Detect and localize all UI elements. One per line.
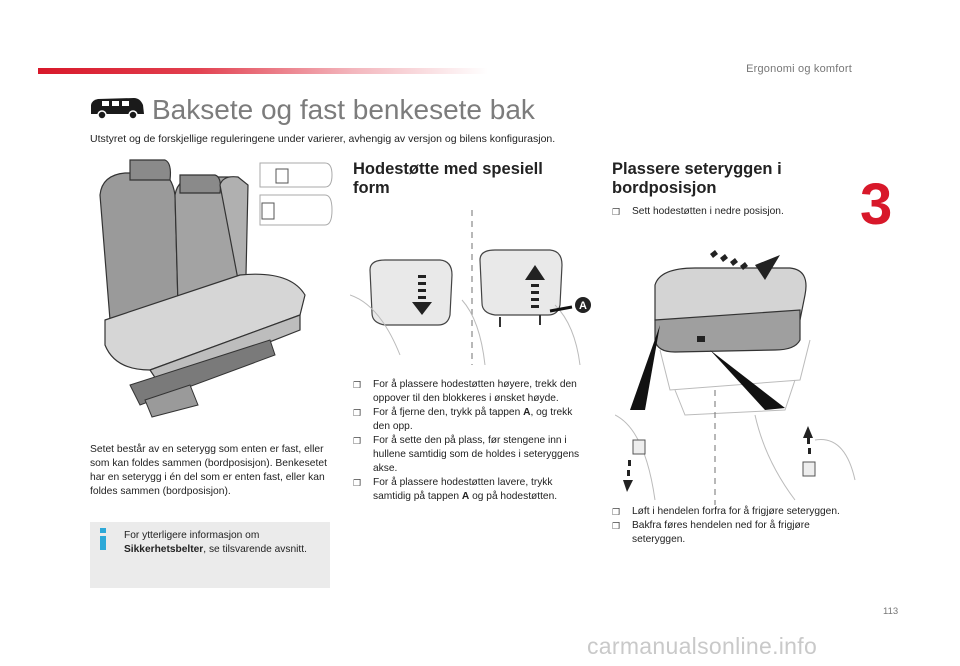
bench-seat-illustration <box>90 155 335 430</box>
bullet-mark: ❒ <box>612 507 621 517</box>
headrest-heading: Hodestøtte med spesiell form <box>353 160 543 197</box>
bullet-mark: ❒ <box>612 521 621 531</box>
list-item: ❒ Sett hodestøtten i nedre posisjon. <box>612 206 784 217</box>
bullet-mark: ❒ <box>612 207 621 217</box>
list-item: ❒ For å plassere hodestøtten høyere, trekk den oppover til den blokkeres i ønsket høyde. <box>353 379 577 404</box>
table-position-intro <box>612 205 842 219</box>
info-link-text: Sikkerhetsbelter <box>124 544 204 555</box>
page-number: 113 <box>883 606 899 617</box>
chapter-number: 3 <box>860 172 893 237</box>
intro-text: Utstyret og de forskjellige reguleringene under varierer, avhengig av versjon og bilens konfigurasjon. <box>90 133 556 145</box>
info-icon <box>98 528 108 550</box>
list-item: ❒ For å fjerne den, trykk på tappen A, og trekk den opp. <box>353 407 573 432</box>
table-position-heading: Plassere seteryggen i bordposisjon <box>612 160 782 197</box>
header-accent-bar <box>38 68 488 74</box>
list-item: ❒ For å sette den på plass, før stengene inn i hullene samtidig som de holdes i seteryggens akse. <box>353 435 580 474</box>
headrest-illustration <box>350 205 595 365</box>
folded-seat-illustration <box>615 240 860 505</box>
table-position-instructions <box>612 505 852 547</box>
page-title: Baksete og fast benkesete bak <box>152 94 535 125</box>
callout-a-label: A <box>579 300 587 312</box>
chapter-label: Ergonomi og komfort <box>746 63 852 75</box>
list-item: ❒ Løft i hendelen forfra for å frigjøre seteryggen. <box>612 506 840 517</box>
bullet-mark: ❒ <box>353 380 362 390</box>
seat-description: Setet består av en seterygg som enten er fast, eller som kan foldes sammen (bordposisjon). Benkesetet har en seterygg i én del som er enten fast, eller kan foldes sammen (bordposisjon). <box>90 444 327 497</box>
watermark: carmanualsonline.info <box>587 633 818 659</box>
list-item: ❒ For å plassere hodestøtten lavere, trykk samtidig på tappen A og på hodestøtten. <box>353 477 558 502</box>
headrest-instructions <box>353 378 588 504</box>
van-icon <box>88 96 146 120</box>
bullet-mark: ❒ <box>353 436 362 446</box>
list-item: ❒ Bakfra føres hendelen ned for å frigjøre seteryggen. <box>612 520 810 545</box>
bullet-mark: ❒ <box>353 408 362 418</box>
info-text: For ytterligere informasjon om Sikkerhetsbelter, se tilsvarende avsnitt. <box>124 530 307 555</box>
bullet-mark: ❒ <box>353 478 362 488</box>
